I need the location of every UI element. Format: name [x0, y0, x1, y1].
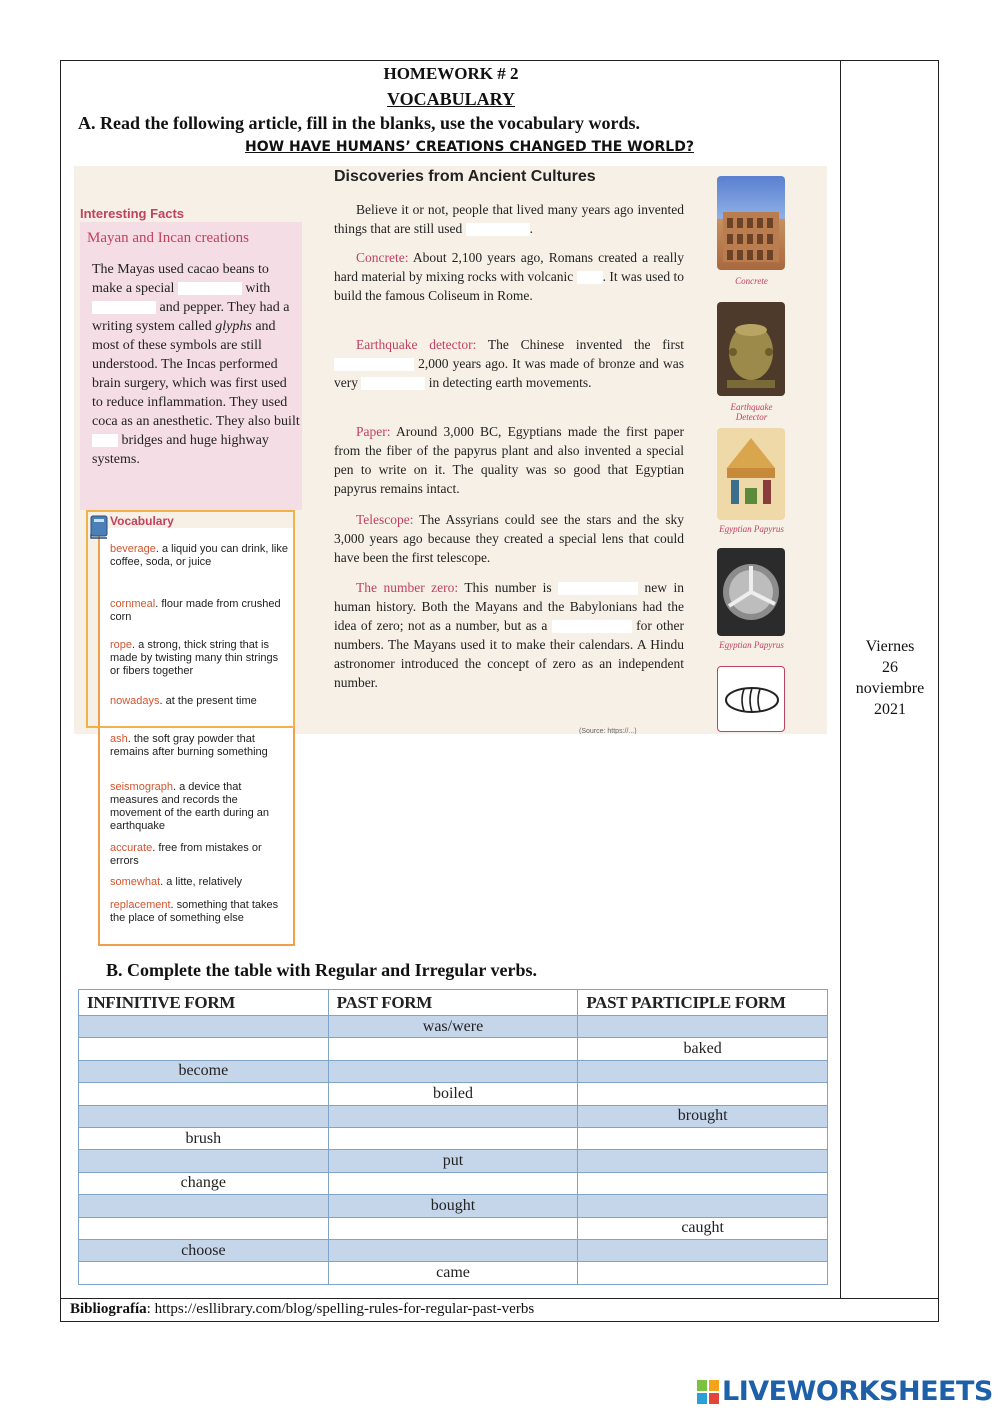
- table-row: [79, 1038, 828, 1060]
- vocab-item: rope. a strong, thick string that is made by twisting many thin strings or fibers together: [110, 639, 279, 677]
- date-column-divider: [840, 60, 841, 1298]
- blank-ash[interactable]: [577, 271, 603, 284]
- table-row: [79, 1172, 828, 1194]
- table-header-row: [79, 990, 828, 1016]
- table-cell[interactable]: boiled: [328, 1083, 578, 1105]
- table-cell[interactable]: bought: [328, 1195, 578, 1217]
- table-cell[interactable]: [578, 1083, 828, 1105]
- table-cell[interactable]: brush: [79, 1127, 329, 1149]
- table-cell[interactable]: [79, 1150, 329, 1172]
- table-cell[interactable]: [578, 1150, 828, 1172]
- para-intro: Believe it or not, people that lived many years ago invented things that are still used .: [334, 202, 684, 236]
- caption-earthquake: Earthquake Detector: [730, 402, 773, 422]
- blank-cornmeal[interactable]: [92, 301, 156, 314]
- verb-table: [78, 989, 828, 1285]
- table-cell[interactable]: [79, 1262, 329, 1284]
- table-cell[interactable]: [328, 1060, 578, 1082]
- vocab-item: replacement. something that takes the place of something else: [110, 899, 279, 924]
- table-cell[interactable]: caught: [578, 1217, 828, 1239]
- para-telescope: Telescope: The Assyrians could see the stars and the sky 3,000 years ago because they created a special lens that could have been the first telescope.: [334, 512, 684, 565]
- article-question: HOW HAVE HUMANS’ CREATIONS CHANGED THE WORLD?: [245, 139, 694, 155]
- vocab-item: ash. the soft gray powder that remains after burning something: [110, 733, 268, 758]
- table-row: [79, 1083, 828, 1105]
- table-cell[interactable]: [578, 1195, 828, 1217]
- date-number: 26: [882, 659, 898, 676]
- liveworksheets-logo-icon: [697, 1380, 719, 1404]
- table-cell[interactable]: [578, 1127, 828, 1149]
- table-cell[interactable]: [578, 1262, 828, 1284]
- table-cell[interactable]: [578, 1060, 828, 1082]
- blank-replacement[interactable]: [552, 620, 632, 633]
- para-concrete: Concrete: About 2,100 years ago, Romans created a really hard material by mixing rocks with volcanic . It was used to build the famous Coliseum in Rome.: [334, 250, 684, 303]
- telescope-lens-photo: [717, 548, 785, 636]
- table-cell[interactable]: change: [79, 1172, 329, 1194]
- coliseum-photo: [717, 176, 785, 270]
- table-cell[interactable]: [79, 1217, 329, 1239]
- bibliography: Bibliografía: https://esllibrary.com/blog/spelling-rules-for-regular-past-verbs: [70, 1301, 535, 1317]
- table-cell[interactable]: [328, 1217, 578, 1239]
- date-block: [842, 636, 938, 720]
- brand-name[interactable]: LIVEWORKSHEETS: [722, 1376, 993, 1407]
- instruction-b: B. Complete the table with Regular and Irregular verbs.: [106, 960, 537, 980]
- vocab-item: seismograph. a device that measures and records the movement of the earth during an earthquake: [110, 781, 269, 832]
- para-zero: The number zero: This number is new in human history. Both the Mayans and the Babylonians had the idea of zero; not as a number, but as a for other numbers. The Mayans used it to make their calendars. A Hindu astronomer introduced the concept of zero as an independent number.: [334, 580, 685, 690]
- table-cell[interactable]: choose: [79, 1239, 329, 1261]
- vocab-item: somewhat. a litte, relatively: [110, 876, 243, 888]
- table-row: [79, 1016, 828, 1038]
- table-cell[interactable]: become: [79, 1060, 329, 1082]
- para-paper: Paper: Around 3,000 BC, Egyptians made the first paper from the fiber of the papyrus plant and also invented a special pen to write on it. The quality was so good that Egyptian papyrus remains intact.: [334, 424, 684, 496]
- vocab-item: beverage. a liquid you can drink, like coffee, soda, or juice: [110, 543, 288, 568]
- table-cell[interactable]: put: [328, 1150, 578, 1172]
- vocabulary-label: Vocabulary: [110, 514, 174, 528]
- table-cell[interactable]: [328, 1172, 578, 1194]
- table-cell[interactable]: [578, 1172, 828, 1194]
- facts-label: Interesting Facts: [80, 206, 185, 221]
- table-row: [79, 1127, 828, 1149]
- vocab-item: cornmeal. flour made from crushed corn: [110, 598, 281, 623]
- header-infinitive: INFINITIVE FORM: [79, 990, 329, 1016]
- papyrus-photo: [717, 428, 785, 520]
- table-cell[interactable]: [79, 1083, 329, 1105]
- table-row: [79, 1239, 828, 1261]
- footer-divider: [60, 1298, 939, 1299]
- table-cell[interactable]: baked: [578, 1038, 828, 1060]
- vocab-item: nowadays. at the present time: [110, 695, 257, 707]
- table-cell[interactable]: [328, 1038, 578, 1060]
- facts-text: The Mayas used cacao beans to make a special with and pepper. They had a writing system called glyphs and most of these symbols are still understood. The Incas performed brain surgery, which was first used to reduce inflammation. They used coca as an anesthetic. They also built bridges and huge highway systems.: [92, 262, 300, 467]
- homework-title: HOMEWORK # 2: [383, 64, 519, 83]
- blank-beverage[interactable]: [178, 282, 242, 295]
- table-row: [79, 1105, 828, 1127]
- table-cell[interactable]: came: [328, 1262, 578, 1284]
- table-cell[interactable]: [79, 1105, 329, 1127]
- table-cell[interactable]: was/were: [328, 1016, 578, 1038]
- caption-papyrus-1: Egyptian Papyrus: [719, 524, 784, 534]
- vocab-item: accurate. free from mistakes or errors: [110, 842, 262, 867]
- table-cell[interactable]: [79, 1195, 329, 1217]
- table-row: [79, 1262, 828, 1284]
- table-row: [79, 1217, 828, 1239]
- header-past-participle: PAST PARTICIPLE FORM: [578, 990, 828, 1016]
- caption-papyrus-2: Egyptian Papyrus: [719, 640, 784, 650]
- blank-accurate[interactable]: [361, 377, 425, 390]
- table-row: [79, 1150, 828, 1172]
- header-past: PAST FORM: [328, 990, 578, 1016]
- article-source: (Source: https://...): [579, 728, 637, 734]
- table-cell[interactable]: [79, 1016, 329, 1038]
- caption-concrete: Concrete: [735, 276, 768, 286]
- date-year: 2021: [874, 701, 906, 718]
- article-heading: Discoveries from Ancient Cultures: [334, 168, 596, 185]
- table-row: [79, 1195, 828, 1217]
- table-row: [79, 1060, 828, 1082]
- blank-nowadays[interactable]: [466, 223, 530, 236]
- zero-symbol-image: [717, 666, 785, 732]
- instruction-a: A. Read the following article, fill in the blanks, use the vocabulary words.: [78, 113, 641, 133]
- table-cell[interactable]: [578, 1239, 828, 1261]
- blank-seismograph[interactable]: [334, 358, 414, 371]
- book-icon: [88, 514, 110, 540]
- blank-rope[interactable]: [92, 434, 118, 447]
- table-cell[interactable]: [328, 1127, 578, 1149]
- table-cell[interactable]: brought: [578, 1105, 828, 1127]
- blank-somewhat[interactable]: [558, 582, 638, 595]
- table-cell[interactable]: [79, 1038, 329, 1060]
- date-day: Viernes: [865, 638, 915, 655]
- date-month: noviembre: [855, 680, 925, 697]
- section-title: VOCABULARY: [386, 89, 515, 109]
- table-cell[interactable]: [328, 1239, 578, 1261]
- earthquake-detector-photo: [717, 302, 785, 396]
- facts-heading: Mayan and Incan creations: [87, 230, 250, 246]
- table-cell[interactable]: [578, 1016, 828, 1038]
- para-earthquake: Earthquake detector: The Chinese invented the first 2,000 years ago. It was made of bronze and was very in detecting earth movements.: [334, 337, 684, 390]
- table-cell[interactable]: [328, 1105, 578, 1127]
